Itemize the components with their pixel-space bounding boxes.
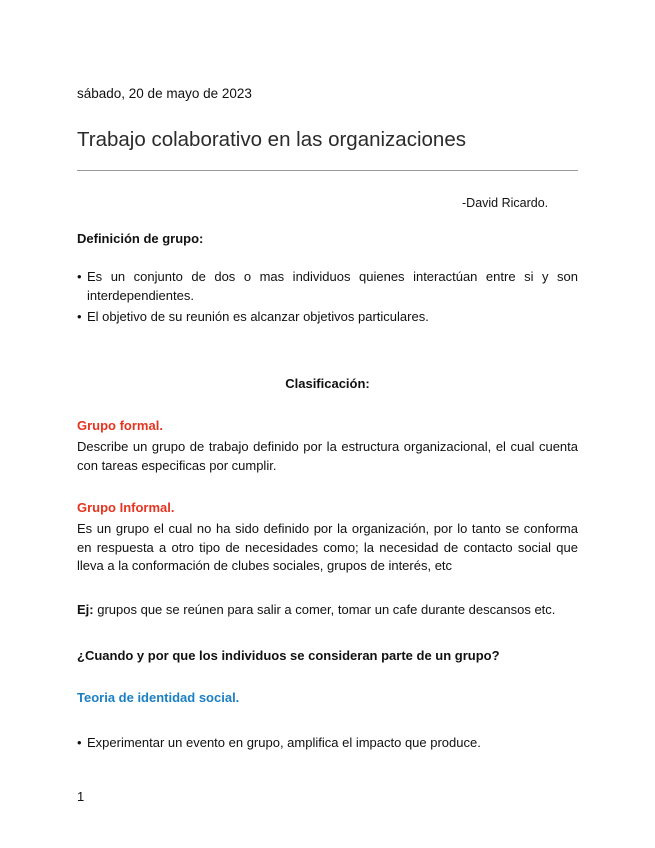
list-item [77, 268, 578, 305]
question-heading: ¿Cuando y por que los individuos se consideran parte de un grupo? [77, 648, 500, 663]
list-item [77, 734, 578, 753]
list-item-text: Experimentar un evento en grupo, amplifica el impacto que produce. [87, 735, 481, 750]
definition-heading: Definición de grupo: [77, 231, 204, 246]
list-item [77, 308, 578, 327]
title-divider [77, 170, 578, 171]
definition-list [77, 268, 578, 327]
page-number: 1 [77, 789, 85, 804]
list-item-text: El objetivo de su reunión es alcanzar objetivos particulares. [87, 309, 429, 324]
grupo-formal-heading: Grupo formal. [77, 418, 163, 433]
grupo-formal-text: Describe un grupo de trabajo definido por la estructura organizacional, el cual cuenta con tareas especificas por cumplir. [77, 439, 578, 473]
example-label: Ej: [77, 602, 94, 617]
example-text: grupos que se reúnen para salir a comer, tomar un cafe durante descansos etc. [93, 602, 556, 617]
classification-heading: Clasificación: [285, 376, 370, 391]
grupo-informal-text: Es un grupo el cual no ha sido definido por la organización, por lo tanto se conforma en respuesta a otro tipo de necesidades como; la necesidad de contacto social que lleva a la conformación de clubes sociales, grupos de interés, etc [77, 521, 578, 573]
teoria-heading: Teoria de identidad social. [77, 690, 240, 705]
list-item-text: Es un conjunto de dos o mas individuos quienes interactúan entre si y son interdependientes. [87, 269, 578, 303]
document-title: Trabajo colaborativo en las organizaciones [77, 128, 466, 151]
teoria-list [77, 734, 578, 753]
bullet-icon: • [77, 309, 82, 324]
document-date: sábado, 20 de mayo de 2023 [77, 86, 252, 101]
bullet-icon: • [77, 269, 82, 284]
author-line: -David Ricardo. [462, 196, 549, 210]
bullet-icon: • [77, 735, 82, 750]
example-paragraph [77, 601, 578, 620]
grupo-informal-heading: Grupo Informal. [77, 500, 175, 515]
